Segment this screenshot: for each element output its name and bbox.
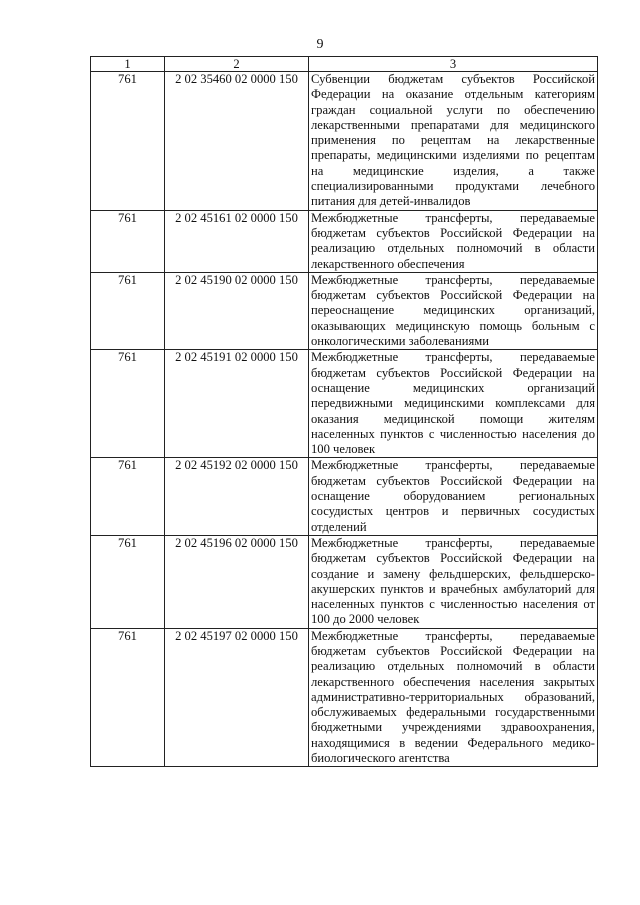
budget-revenue-table: [90, 56, 598, 767]
budget-code-cell: 2 02 45197 02 0000 150: [165, 628, 309, 767]
description-cell: Субвенции бюджетам субъектов Российской Федерации на оказание отдельным категориям граждан социальной услуги по обеспечению лекарственными препаратами для медицинского применения по рецептам на лекарственные препараты, медицинскими изделиями по рецептам на медицинские изделия, а также специализированными продуктами лечебного питания для детей-инвалидов: [309, 72, 598, 211]
budget-code-cell: 2 02 45196 02 0000 150: [165, 535, 309, 628]
table-row: [91, 350, 598, 458]
description-cell: Межбюджетные трансферты, передаваемые бюджетам субъектов Российской Федерации на реализацию отдельных полномочий в области лекарственного обеспечения: [309, 210, 598, 272]
table-row: [91, 272, 598, 349]
budget-code-cell: 2 02 45190 02 0000 150: [165, 272, 309, 349]
budget-code-cell: 2 02 35460 02 0000 150: [165, 72, 309, 211]
column-header-1: 1: [91, 57, 165, 72]
column-header-3: 3: [309, 57, 598, 72]
budget-code-cell: 2 02 45192 02 0000 150: [165, 458, 309, 535]
admin-code-cell: 761: [91, 72, 165, 211]
admin-code-cell: 761: [91, 535, 165, 628]
admin-code-cell: 761: [91, 628, 165, 767]
table-row: [91, 535, 598, 628]
admin-code-cell: 761: [91, 272, 165, 349]
description-cell: Межбюджетные трансферты, передаваемые бюджетам субъектов Российской Федерации на создание и замену фельдшерских, фельдшерско-акушерских пунктов и врачебных амбулаторий для населенных пунктов с численностью населения от 100 до 2000 человек: [309, 535, 598, 628]
column-header-2: 2: [165, 57, 309, 72]
budget-code-cell: 2 02 45161 02 0000 150: [165, 210, 309, 272]
table-row: [91, 72, 598, 211]
description-cell: Межбюджетные трансферты, передаваемые бюджетам субъектов Российской Федерации на оснащение медицинских организаций передвижными медицинскими комплексами для оказания медицинской помощи жителям населенных пунктов с численностью населения до 100 человек: [309, 350, 598, 458]
table-row: [91, 210, 598, 272]
table-row: [91, 458, 598, 535]
admin-code-cell: 761: [91, 210, 165, 272]
description-cell: Межбюджетные трансферты, передаваемые бюджетам субъектов Российской Федерации на реализацию отдельных полномочий в области лекарственного обеспечения населения закрытых административно-территориальных образований, обслуживаемых федеральными государственными бюджетными учреждениями здравоохранения, находящимися в ведении Федерального медико-биологического агентства: [309, 628, 598, 767]
table-header-row: [91, 57, 598, 72]
page-number: 9: [316, 37, 324, 52]
admin-code-cell: 761: [91, 350, 165, 458]
admin-code-cell: 761: [91, 458, 165, 535]
description-cell: Межбюджетные трансферты, передаваемые бюджетам субъектов Российской Федерации на оснащение оборудованием региональных сосудистых центров и первичных сосудистых отделений: [309, 458, 598, 535]
table-row: [91, 628, 598, 767]
description-cell: Межбюджетные трансферты, передаваемые бюджетам субъектов Российской Федерации на переоснащение медицинских организаций, оказывающих медицинскую помощь больным с онкологическими заболеваниями: [309, 272, 598, 349]
budget-code-cell: 2 02 45191 02 0000 150: [165, 350, 309, 458]
